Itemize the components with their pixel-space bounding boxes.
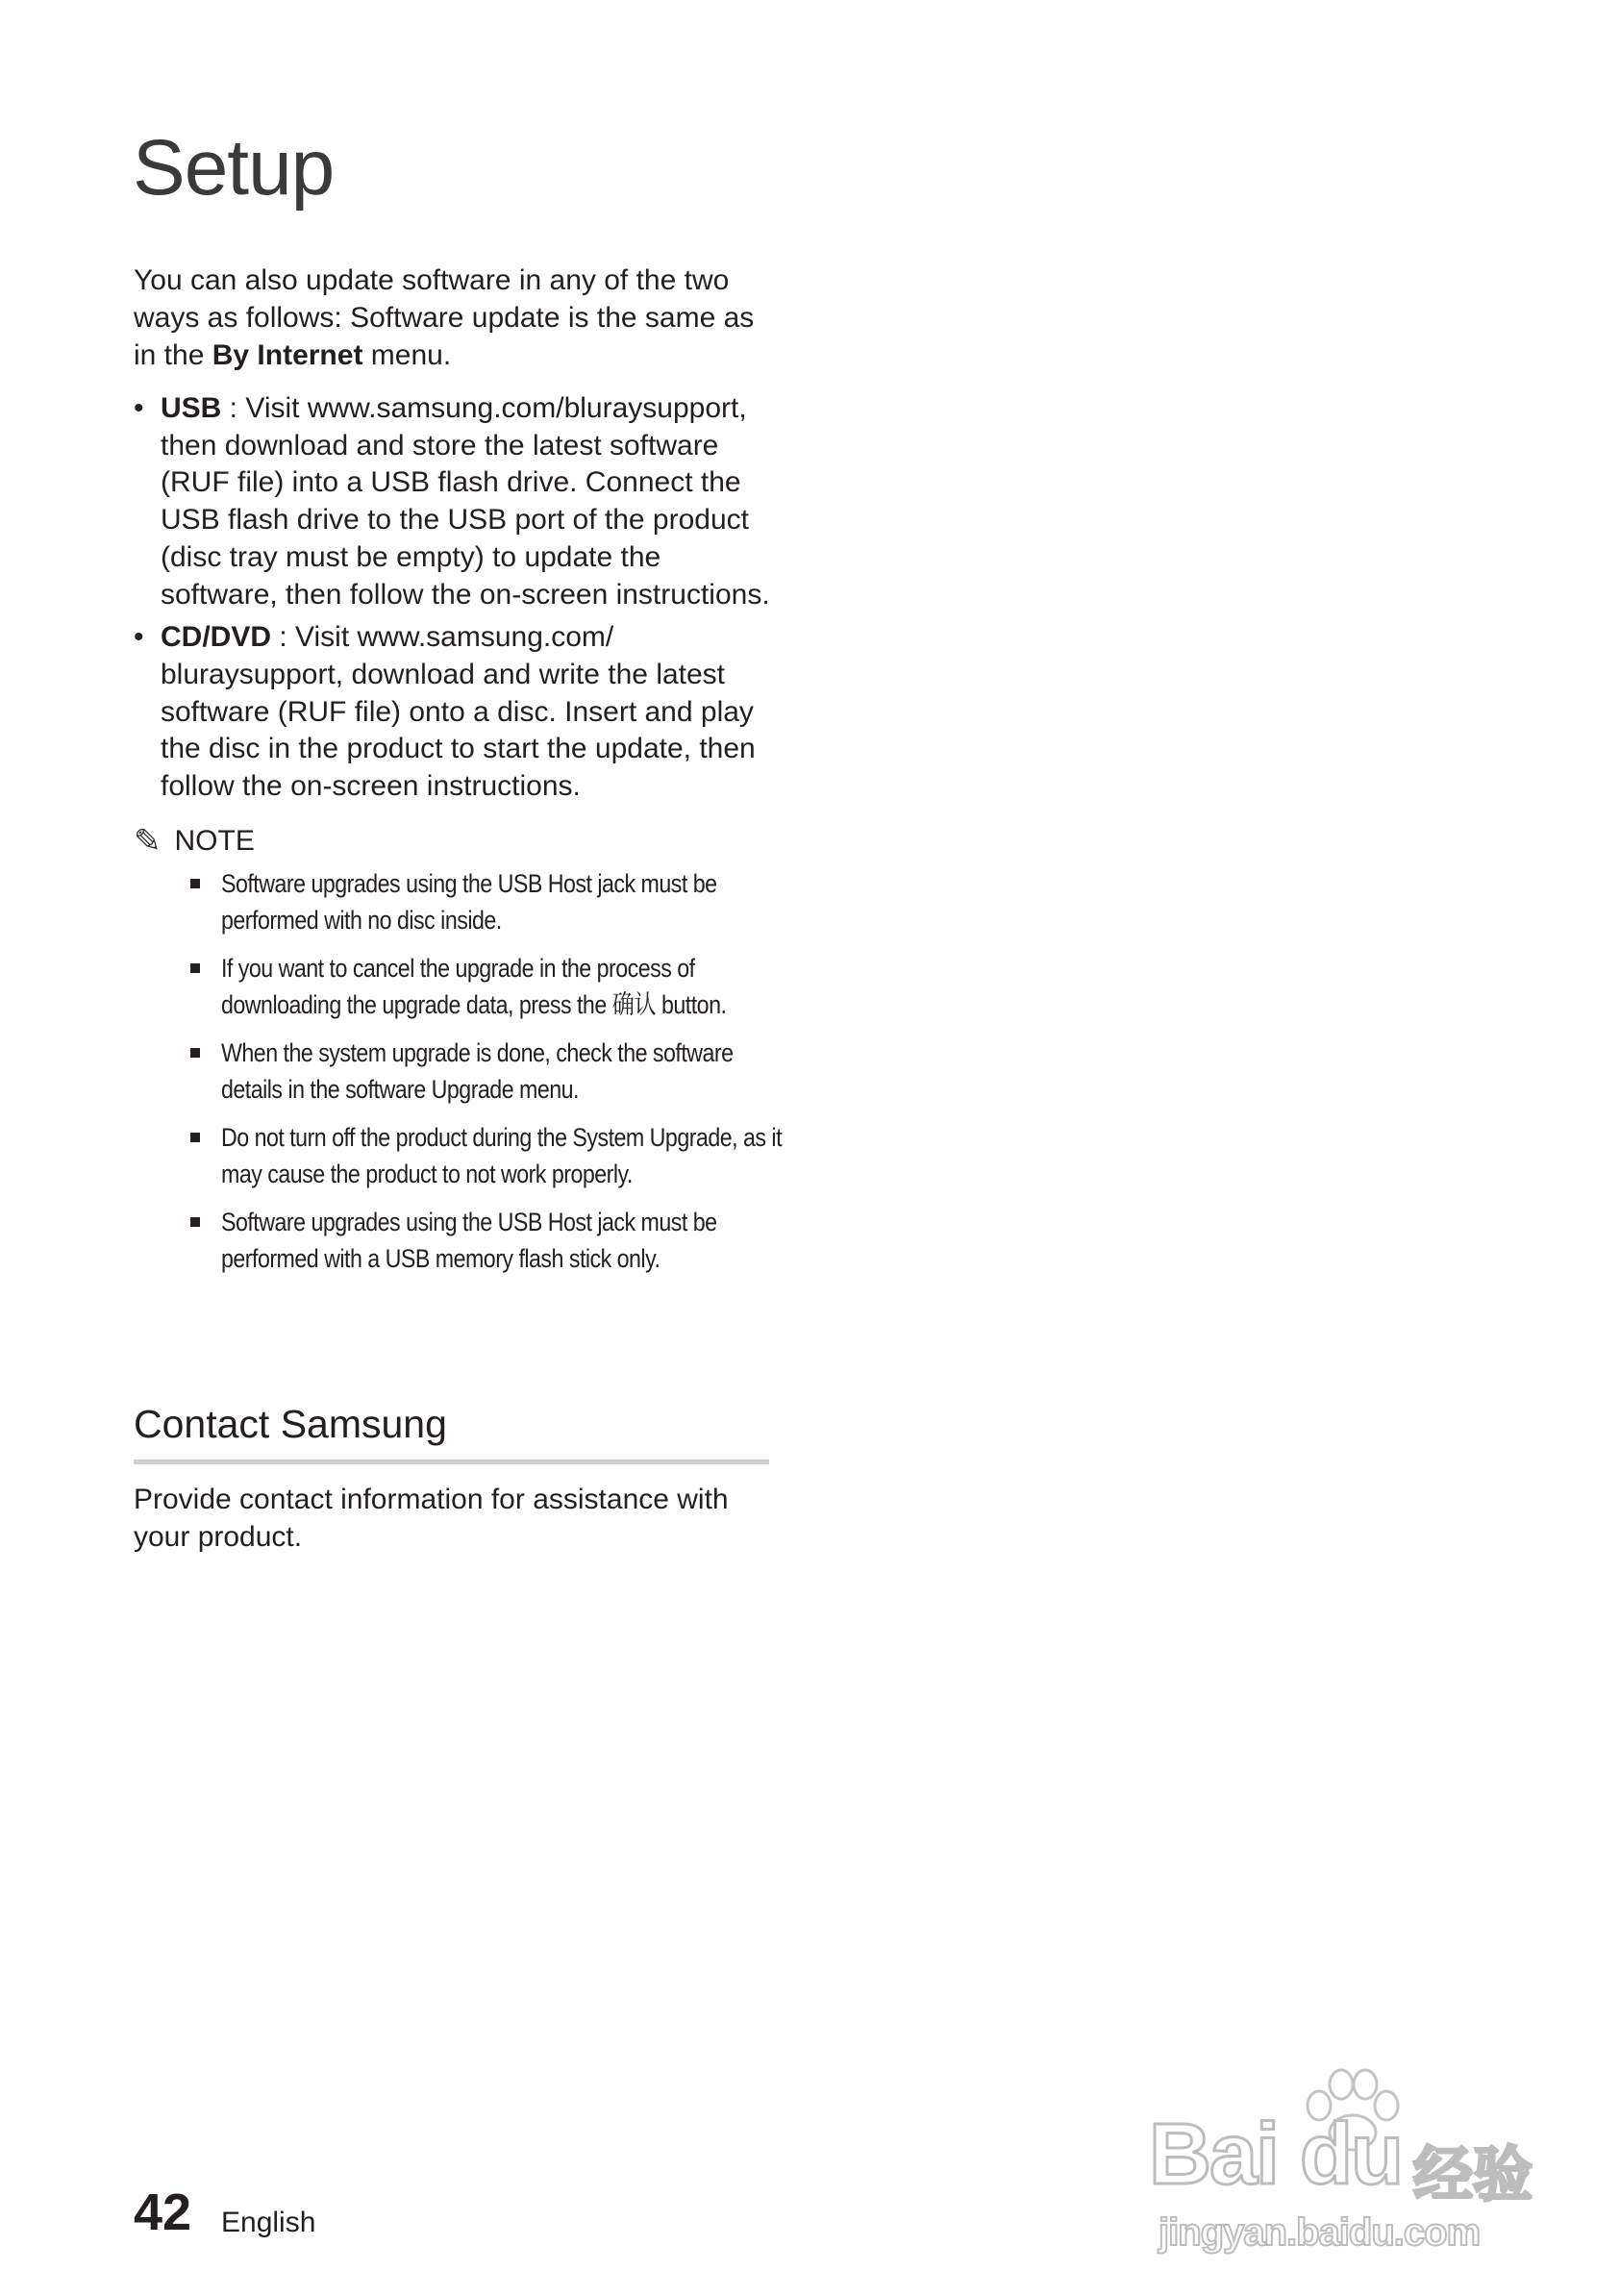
- list-item: [134, 390, 778, 613]
- note-text: Software upgrades using the USB Host jack must be performed with a USB memory flash stick only.: [221, 1208, 717, 1273]
- intro-paragraph: [134, 262, 778, 374]
- bullet-dot-icon: •: [134, 621, 144, 654]
- page-title: Setup: [133, 124, 335, 212]
- note-text: Software upgrades using the USB Host jack must be performed with no disc inside.: [221, 869, 717, 935]
- note-heading: [134, 822, 778, 861]
- method-name: CD/DVD: [161, 621, 272, 654]
- list-item: [188, 1204, 785, 1277]
- section-title: Contact Samsung: [134, 1402, 447, 1446]
- list-item: [188, 950, 785, 1023]
- watermark-chinese: 经验: [1413, 2142, 1533, 2209]
- bullet-dot-icon: •: [134, 392, 144, 424]
- contact-description: Provide contact information for assistance with your product.: [134, 1484, 729, 1553]
- method-name: USB: [161, 392, 222, 424]
- square-bullet-icon: [190, 1133, 200, 1142]
- intro-menu-name: By Internet: [212, 339, 363, 371]
- square-bullet-icon: [190, 1048, 200, 1058]
- square-bullet-icon: [190, 963, 200, 973]
- list-item: [188, 1119, 785, 1192]
- method-description: : Visit www.samsung.com/bluraysupport, then download and store the latest software (RUF file) into a USB flash drive. Connect the USB flash drive to the USB port of the product (disc tray must be empty) to update the software, then follow the on-screen instructions.: [161, 392, 770, 611]
- watermark-url: jingyan.baidu.com: [1159, 2211, 1481, 2254]
- baidu-watermark: [1149, 2067, 1533, 2254]
- update-methods-list: [134, 390, 778, 811]
- list-item: [134, 619, 778, 806]
- list-item: [188, 1035, 785, 1108]
- note-text: Do not turn off the product during the System Upgrade, as it may cause the product to not work properly.: [221, 1123, 782, 1188]
- list-item: [188, 865, 785, 938]
- section-divider: [134, 1460, 769, 1464]
- note-text: When the system upgrade is done, check the software details in the software Upgrade menu.: [221, 1038, 734, 1104]
- pencil-icon: ✎: [134, 823, 162, 860]
- intro-text-before: You can also update software in any of the two ways as follows: Software update is the same as in the: [134, 264, 755, 371]
- note-label: NOTE: [174, 825, 255, 857]
- note-text: If you want to cancel the upgrade in the process of downloading the upgrade data, press the 确认 button.: [221, 954, 727, 1019]
- watermark-logo: Bai du: [1149, 2107, 1403, 2203]
- page-number: 42: [134, 2184, 192, 2241]
- page-language: English: [221, 2207, 316, 2238]
- square-bullet-icon: [190, 879, 200, 888]
- intro-text-after: menu.: [362, 339, 452, 371]
- method-description: : Visit www.samsung.com/ bluraysupport, download and write the latest software (RUF file) onto a disc. Insert and play the disc in the product to start the update, then follow the on-screen instructions.: [161, 621, 756, 803]
- square-bullet-icon: [190, 1217, 200, 1227]
- notes-list: [188, 865, 785, 1288]
